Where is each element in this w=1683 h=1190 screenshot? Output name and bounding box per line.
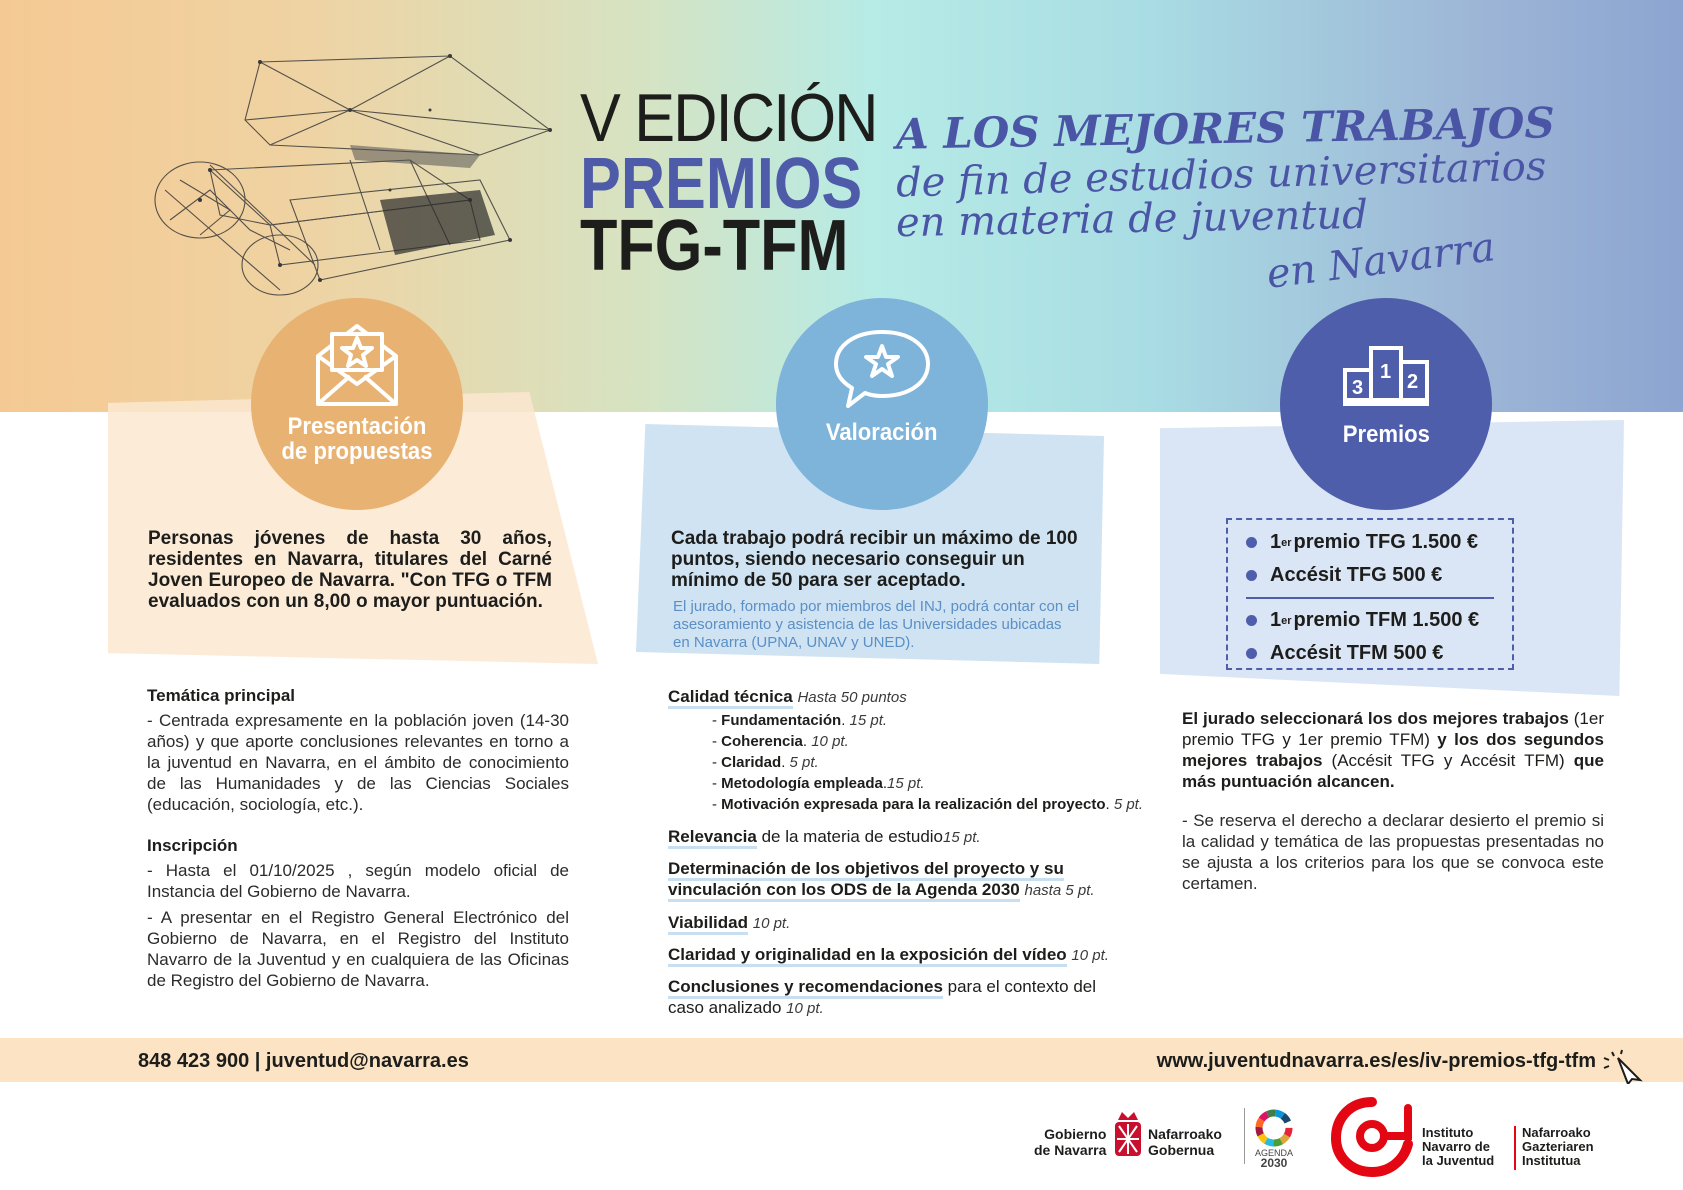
gobierno-navarra-text: Gobierno de Navarra [1034, 1126, 1107, 1158]
bullet-icon [1246, 615, 1257, 626]
subcriterion-item: - Fundamentación. 15 pt. [712, 712, 888, 729]
inj-divider [1514, 1126, 1516, 1170]
prize-item: Accésit TFM 500 € [1246, 637, 1494, 670]
prize-list [1226, 518, 1514, 670]
criterion-conclusiones: Conclusiones y recomendaciones para el contexto del caso analizado 10 pt. [668, 977, 1097, 1017]
premios-title: PREMIOS [580, 144, 863, 224]
criterion-viabilidad: Viabilidad 10 pt. [668, 912, 790, 934]
bullet-icon [1246, 537, 1257, 548]
navarra-coat-of-arms-icon [1112, 1110, 1144, 1160]
logo-divider [1244, 1108, 1245, 1164]
prize-item: Accésit TFG 500 € [1246, 559, 1494, 592]
jury-selection-text: El jurado seleccionará los dos mejores trabajos (1er premio TFG y 1er premio TFM) y los dos segundos mejores trabajos (Accésit TFG y Accésit TFM) que más puntuación alcancen. [1182, 709, 1604, 791]
prize-divider [1246, 597, 1494, 599]
envelope-star-icon [312, 320, 402, 408]
criterion-relevancia: Relevancia de la materia de estudio15 pt. [668, 826, 981, 848]
bullet-icon [1246, 648, 1257, 659]
tfg-tfm-title: TFG-TFM [580, 206, 849, 286]
presentacion-intro: Personas jóvenes de hasta 30 años, residentes en Navarra, titulares del Carné Joven Europeo de Navarra. "Con TFG o TFM evaluados con un 8,00 o mayor puntuación. [148, 528, 552, 612]
svg-text:1: 1 [1380, 361, 1392, 383]
prize-item: 1 er premio TFM 1.500 € [1246, 604, 1494, 637]
nafarroako-gobernua-text: Nafarroako Gobernua [1148, 1126, 1222, 1158]
valoracion-circle [776, 298, 988, 510]
svg-text:3: 3 [1352, 377, 1364, 399]
podium-icon [1341, 342, 1431, 408]
cursor-click-icon [1600, 1048, 1648, 1084]
reserve-text: - Se reserva el derecho a declarar desierto el premio si la calidad y temática de las propuestas presentadas no se ajusta a los criterios para los que se convoca este certamen. [1182, 811, 1604, 893]
premios-circle [1280, 298, 1492, 510]
presentacion-label-2: de propuestas [281, 438, 433, 466]
contact-info[interactable]: 848 423 900 | juventud@navarra.es [138, 1050, 469, 1072]
valoracion-intro: Cada trabajo podrá recibir un máximo de 100 puntos, siendo necesario conseguir un mínimo de 50 para ser aceptado. [671, 528, 1078, 591]
tematica-text: - Centrada expresamente en la población joven (14-30 años) y que aporte conclusiones relevantes en torno a la juventud en Navarra, en el ámbito de conocimiento de las Humanidades y de las Ciencias Sociales (educación, sociología, etc.). [147, 711, 569, 814]
jurado-note: El jurado, formado por miembros del INJ, podrá contar con el asesoramiento y asistencia de las Universidades ubicadas en Navarra (UPNA, UNAV y UNED). [673, 598, 1080, 651]
edition-title: V EDICIÓN [580, 80, 877, 156]
inscripcion-registro: - A presentar en el Registro General Electrónico del Gobierno de Navarra, en el Registro del Instituto Navarro de la Juventud y en cualquiera de las Oficinas de Registro del Gobierno de Navarra. [147, 908, 569, 990]
criterion-title: Calidad técnica [668, 687, 793, 709]
subcriterion-item: - Coherencia. 10 pt. [712, 733, 849, 750]
agenda-2030-wheel-icon [1254, 1108, 1294, 1148]
premios-label: Premios [1342, 421, 1430, 448]
website-link[interactable]: www.juventudnavarra.es/es/iv-premios-tfg-tfm [1156, 1050, 1596, 1072]
inj-basque-text: Nafarroako Gazteriaren Institutua [1522, 1125, 1594, 1168]
inj-text: Instituto Navarro de la Juventud [1422, 1125, 1495, 1168]
criterion-points: Hasta 50 puntos [797, 689, 907, 706]
criterion-calidad [668, 686, 907, 708]
inscripcion-deadline: - Hasta el 01/10/2025 , según modelo oficial de Instancia del Gobierno de Navarra. [147, 861, 569, 901]
tagline-line-4: en Navarra [1264, 224, 1498, 298]
criterion-claridad-video: Claridad y originalidad en la exposición del vídeo 10 pt. [668, 944, 1109, 966]
inscripcion-heading: Inscripción [147, 836, 238, 855]
agenda-2030-text: AGENDA 2030 [1254, 1148, 1293, 1170]
tematica-heading: Temática principal [147, 686, 296, 705]
presentacion-label-1: Presentación [287, 413, 427, 440]
tagline-line-3: en materia de juventud [895, 191, 1369, 247]
svg-text:2: 2 [1407, 371, 1419, 393]
valoracion-label: Valoración [826, 419, 938, 446]
books-cap-illustration [150, 50, 560, 300]
tagline-line-1: A LOS MEJORES TRABAJOS [895, 98, 1556, 159]
speech-bubble-star-icon [830, 326, 934, 412]
subcriterion-item: - Motivación expresada para la realización del proyecto. 5 pt. [712, 796, 1144, 813]
subcriterion-item: - Claridad. 5 pt. [712, 754, 819, 771]
bullet-icon [1246, 570, 1257, 581]
subcriterion-item: - Metodología empleada.15 pt. [712, 775, 925, 792]
presentacion-circle [251, 298, 463, 510]
prize-item: 1 er premio TFG 1.500 € [1246, 526, 1494, 559]
tagline-line-2: de fin de estudios universitarios [895, 143, 1547, 207]
criterion-objetivos: Determinación de los objetivos del proyecto y su vinculación con los ODS de la Agenda 2030 hasta 5 pt. [668, 858, 1095, 901]
inj-logo-icon [1330, 1094, 1416, 1178]
